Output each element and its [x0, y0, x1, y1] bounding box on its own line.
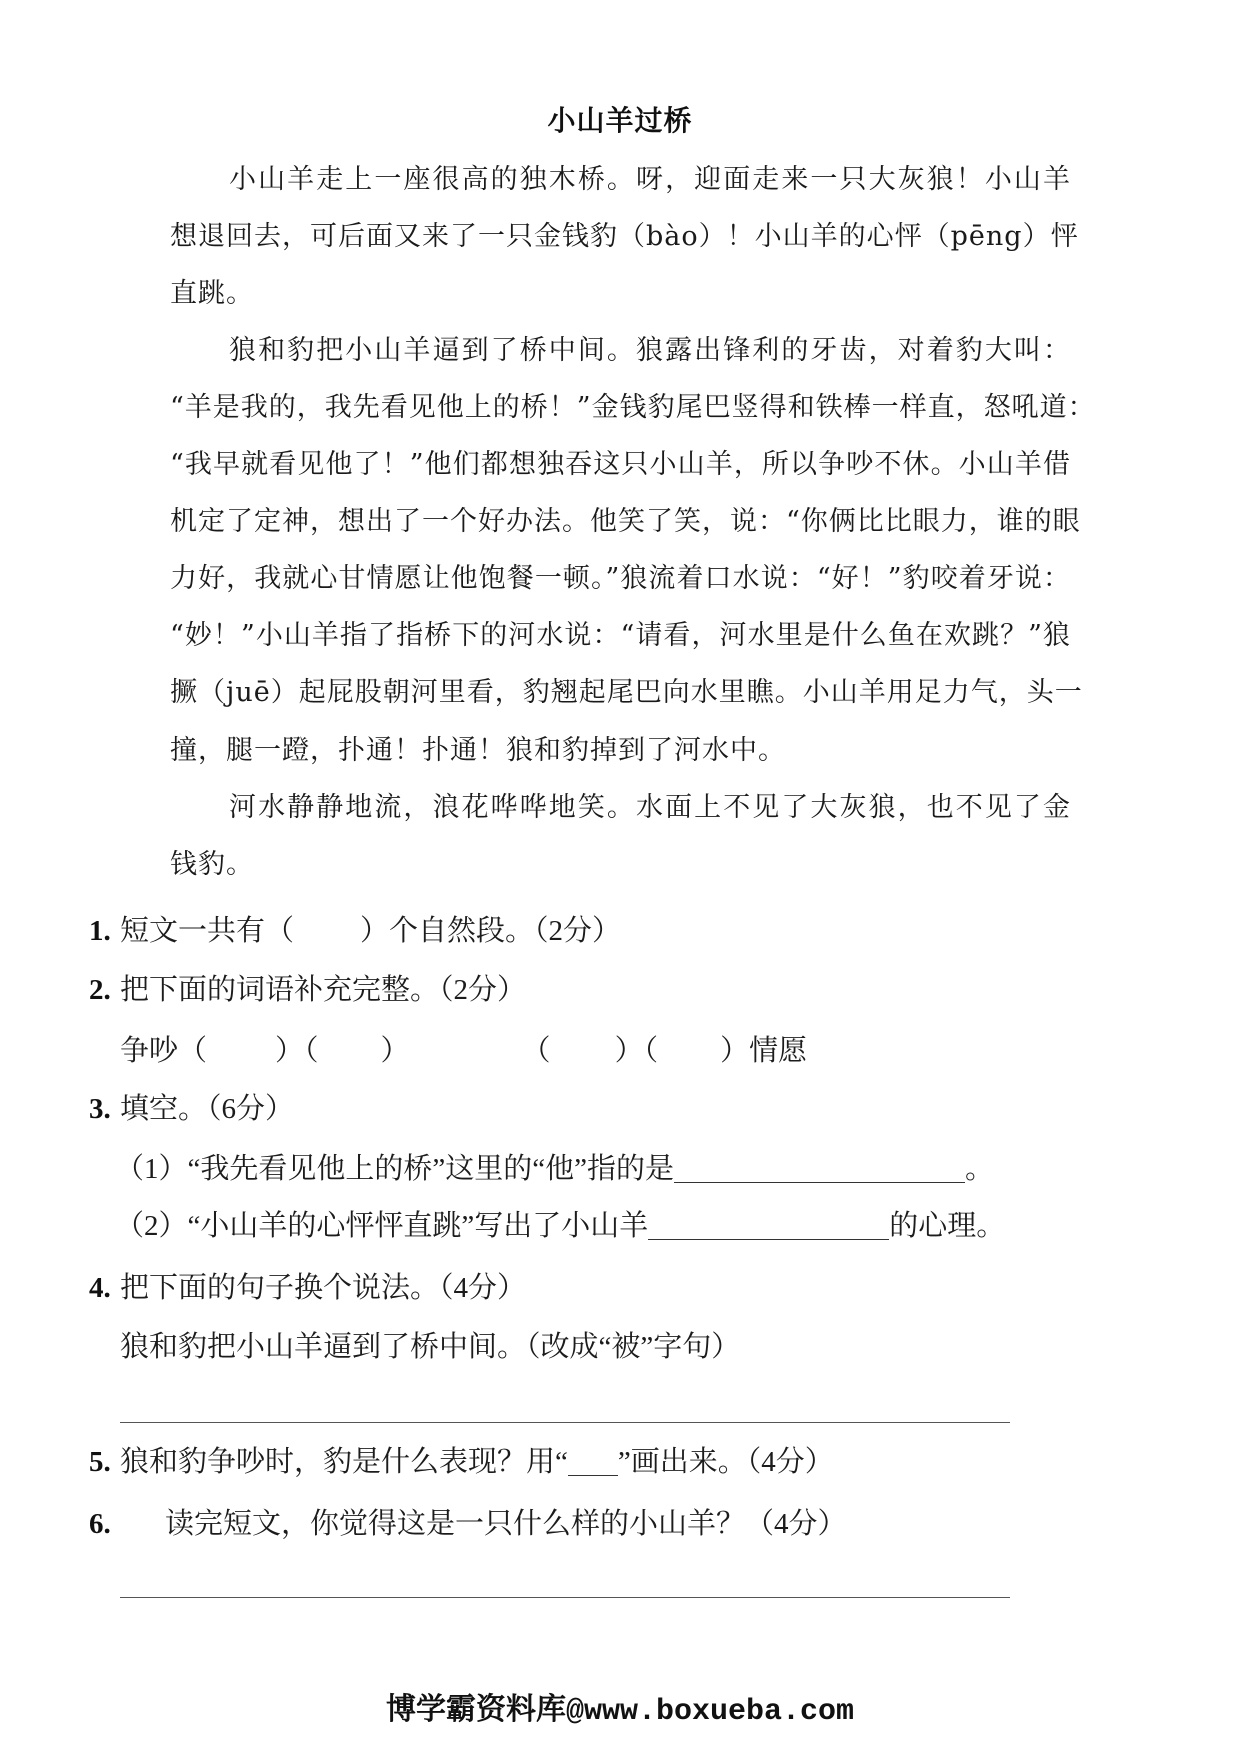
passage-line: 小山羊走上一座很高的独木桥。呀，迎面走来一只大灰狼！小山羊 [229, 164, 1071, 195]
fill-segment: ）情愿 [720, 1035, 808, 1067]
fill-segment: （2）“小山羊的心怦怦直跳”写出了小山羊 [115, 1210, 649, 1242]
passage-line: 想退回去，可后面又来了一只金钱豹（bào）！小山羊的心怦（pēng）怦 [170, 221, 1079, 252]
answer-blank [207, 1059, 275, 1060]
answer-underline [648, 1213, 889, 1240]
question-number: 6. [89, 1508, 111, 1540]
question-text: 短文一共有（ [120, 915, 295, 947]
fill-segment: 争吵（ [120, 1035, 208, 1067]
fill-segment: 的心理。 [889, 1210, 1006, 1242]
passage-line: 撞，腿一蹬，扑通！扑通！狼和豹掉到了河水中。 [170, 735, 786, 766]
fill-item-2 [115, 1204, 1005, 1248]
question-text: 把下面的词语补充完整。（2分） [120, 974, 527, 1006]
answer-line [120, 1422, 1010, 1423]
answer-blank [319, 1059, 381, 1060]
passage-line: “羊是我的，我先看见他上的桥！”金钱豹尾巴竖得和铁棒一样直，怒吼道： [170, 392, 1096, 423]
fill-segment: ） [380, 1035, 410, 1067]
answer-underline [674, 1156, 965, 1183]
question-number: 4. [89, 1272, 111, 1304]
question-5 [89, 1440, 834, 1484]
answer-line [120, 1597, 1010, 1598]
passage-line: 钱豹。 [170, 849, 254, 880]
question-number: 5. [89, 1446, 111, 1478]
question-text: 读完短文，你觉得这是一只什么样的小山羊？（4分） [165, 1508, 847, 1540]
answer-blank [658, 1059, 720, 1060]
question-6 [89, 1502, 847, 1546]
passage-line: 机定了定神，想出了一个好办法。他笑了笑，说：“你俩比比眼力，谁的眼 [170, 506, 1081, 537]
rewrite-sentence: 狼和豹把小山羊逼到了桥中间。（改成“被”字句） [120, 1331, 741, 1363]
answer-blank [551, 1059, 615, 1060]
fill-segment: （ [521, 1035, 551, 1067]
watermark: 博学霸资料库@www.boxueba.com [385, 1695, 855, 1729]
question-text: 填空。（6分） [120, 1093, 295, 1125]
passage-line: 撅（juē）起屁股朝河里看，豹翘起尾巴向水里瞧。小山羊用足力气，头一 [170, 677, 1083, 708]
passage-line: 直跳。 [170, 278, 254, 309]
fill-item-1 [115, 1147, 994, 1191]
question-number: 2. [89, 974, 111, 1006]
passage-line: 河水静静地流，浪花哗哗地笑。水面上不见了大灰狼，也不见了金 [229, 792, 1071, 823]
passage-line: 力好，我就心甘情愿让他饱餐一顿。”狼流着口水说：“好！”豹咬着牙说： [170, 563, 1071, 594]
word-completion-line [120, 1029, 807, 1073]
question-1 [89, 909, 621, 953]
fill-segment: 。 [965, 1153, 995, 1185]
question-text: ”画出来。（4分） [617, 1446, 834, 1478]
question-number: 3. [89, 1093, 111, 1125]
question-2 [89, 968, 526, 1012]
spacer [410, 1059, 522, 1060]
question-text: 狼和豹争吵时，豹是什么表现？用“ [120, 1446, 568, 1478]
fill-segment: ）（ [614, 1035, 659, 1067]
question-4 [89, 1266, 526, 1310]
passage-line: “我早就看见他了！”他们都想独吞这只小山羊，所以争吵不休。小山羊借 [170, 449, 1071, 480]
fill-segment: （1）“我先看见他上的桥”这里的“他”指的是 [115, 1153, 674, 1185]
passage-line: 狼和豹把小山羊逼到了桥中间。狼露出锋利的牙齿，对着豹大叫： [229, 335, 1071, 366]
passage-title: 小山羊过桥 [547, 104, 693, 137]
answer-blank [294, 939, 360, 940]
question-3 [89, 1087, 294, 1131]
question-text: 把下面的句子换个说法。（4分） [120, 1272, 527, 1304]
passage-line: “妙！”小山羊指了指桥下的河水说：“请看，河水里是什么鱼在欢跳？”狼 [170, 620, 1071, 651]
underline-mark-sample [568, 1449, 618, 1476]
question-number: 1. [89, 915, 111, 947]
fill-segment: ）（ [275, 1035, 319, 1067]
question-text: ）个自然段。（2分） [360, 915, 622, 947]
